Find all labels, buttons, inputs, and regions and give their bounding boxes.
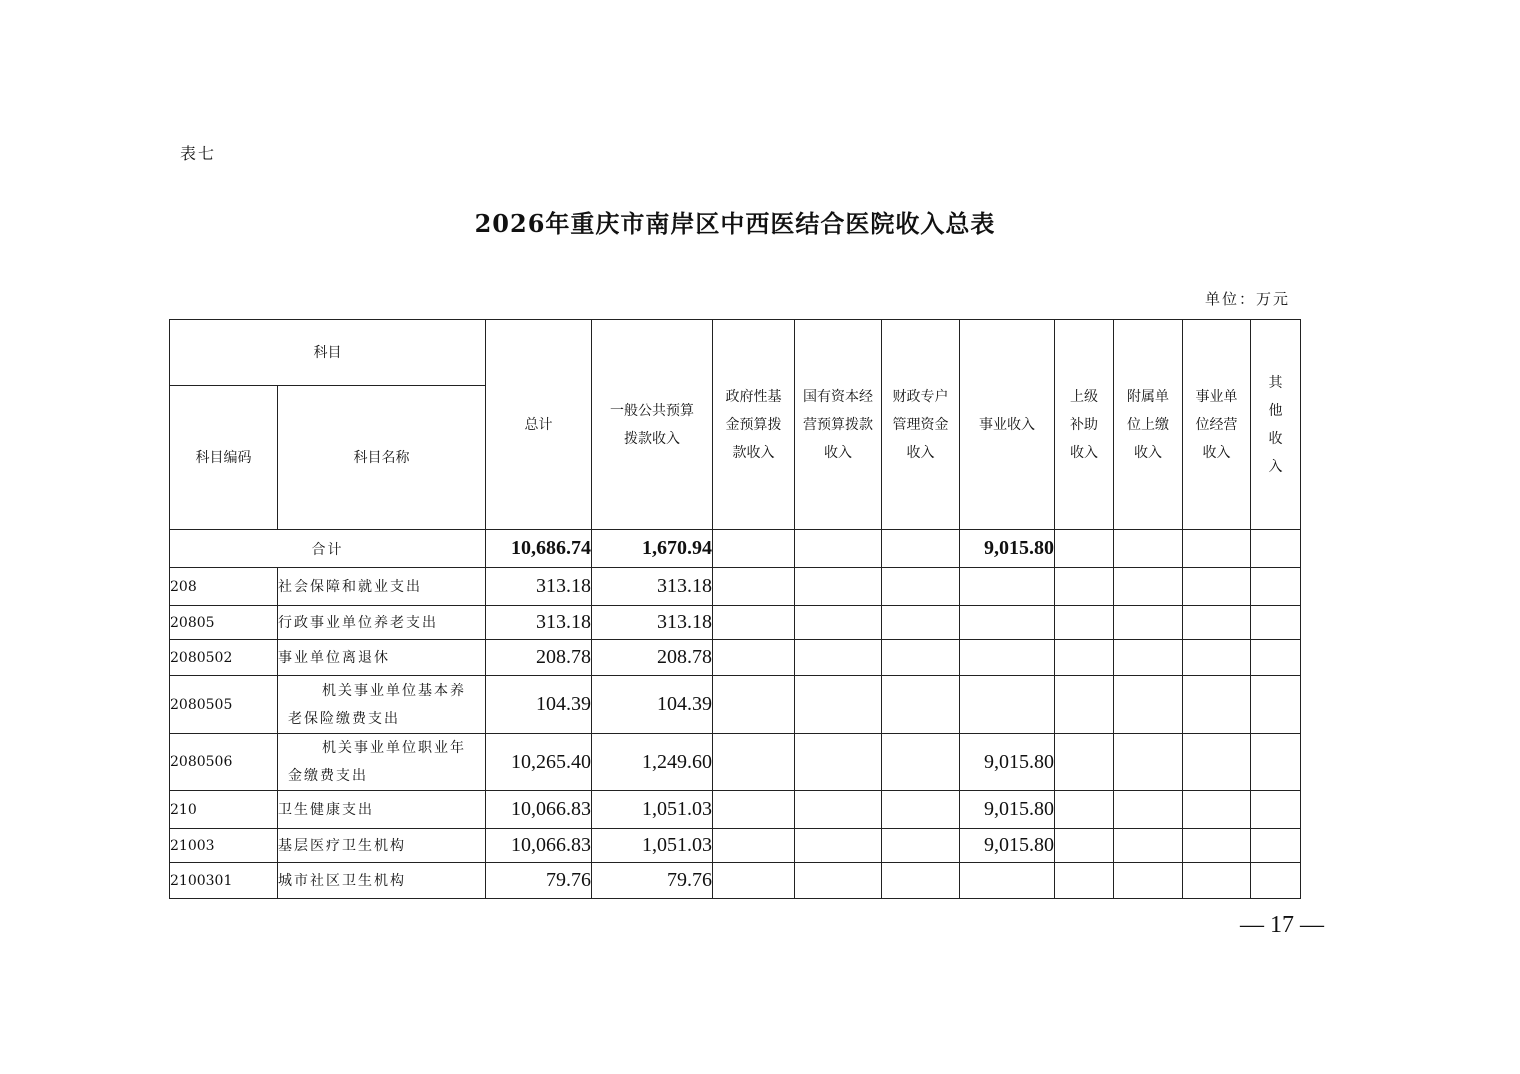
empty-cell xyxy=(795,734,882,791)
empty-cell xyxy=(1114,530,1183,568)
subject-name: 卫生健康支出 xyxy=(278,791,486,829)
empty-cell xyxy=(1183,568,1251,606)
subject-name-line-2: 金缴费支出 xyxy=(288,768,368,784)
header-subject: 科目 xyxy=(170,320,486,386)
empty-cell xyxy=(713,530,795,568)
empty-cell xyxy=(1114,640,1183,676)
empty-cell xyxy=(1251,863,1301,899)
business-income-cell xyxy=(960,863,1055,899)
total-cell: 79.76 xyxy=(486,863,592,899)
empty-cell xyxy=(1183,863,1251,899)
table-row xyxy=(170,640,1301,676)
empty-cell xyxy=(795,829,882,863)
empty-cell xyxy=(1114,863,1183,899)
empty-cell xyxy=(1251,829,1301,863)
empty-cell xyxy=(882,863,960,899)
empty-cell xyxy=(882,606,960,640)
empty-cell xyxy=(882,791,960,829)
total-label: 合计 xyxy=(170,530,486,568)
subject-name xyxy=(278,676,486,734)
empty-cell xyxy=(882,829,960,863)
document-title: 2026年重庆市南岸区中西医结合医院收入总表 xyxy=(474,209,996,238)
empty-cell xyxy=(1183,530,1251,568)
subject-name-line-1: 机关事业单位职业年 xyxy=(322,740,466,756)
empty-cell xyxy=(1114,829,1183,863)
empty-cell xyxy=(1114,734,1183,791)
subject-name-line-2: 老保险缴费支出 xyxy=(288,710,400,727)
business-income-cell: 9,015.80 xyxy=(960,829,1055,863)
empty-cell xyxy=(795,606,882,640)
header-affiliated: 附属单位上缴收入 xyxy=(1114,320,1183,530)
general-budget-cell: 1,249.60 xyxy=(592,734,713,791)
empty-cell xyxy=(795,791,882,829)
empty-cell xyxy=(713,640,795,676)
empty-cell xyxy=(1114,606,1183,640)
total-row xyxy=(170,530,1301,568)
total-cell: 10,066.83 xyxy=(486,791,592,829)
table-row xyxy=(170,791,1301,829)
subject-name: 社会保障和就业支出 xyxy=(278,568,486,606)
total-cell: 313.18 xyxy=(486,568,592,606)
empty-cell xyxy=(1251,568,1301,606)
subject-code: 2080502 xyxy=(170,640,278,676)
business-income-cell: 9,015.80 xyxy=(960,791,1055,829)
general-budget-cell: 79.76 xyxy=(592,863,713,899)
header-fiscal-special: 财政专户管理资金收入 xyxy=(882,320,960,530)
business-income-cell: 9,015.80 xyxy=(960,530,1055,568)
table-row xyxy=(170,863,1301,899)
empty-cell xyxy=(1183,791,1251,829)
empty-cell xyxy=(713,791,795,829)
general-budget-cell: 104.39 xyxy=(592,676,713,734)
header-subject-code: 科目编码 xyxy=(170,386,278,530)
empty-cell xyxy=(1055,676,1114,734)
empty-cell xyxy=(713,568,795,606)
table-row xyxy=(170,676,1301,734)
empty-cell xyxy=(1251,530,1301,568)
empty-cell xyxy=(1055,640,1114,676)
empty-cell xyxy=(1055,530,1114,568)
header-general-budget: 一般公共预算拨款收入 xyxy=(592,320,713,530)
empty-cell xyxy=(1055,863,1114,899)
empty-cell xyxy=(1183,606,1251,640)
empty-cell xyxy=(713,863,795,899)
table-row xyxy=(170,568,1301,606)
header-other: 其他收入 xyxy=(1251,320,1301,530)
subject-code: 208 xyxy=(170,568,278,606)
business-income-cell xyxy=(960,676,1055,734)
business-income-cell: 9,015.80 xyxy=(960,734,1055,791)
table-row xyxy=(170,829,1301,863)
income-summary-table xyxy=(169,319,1301,899)
empty-cell xyxy=(795,568,882,606)
general-budget-cell: 1,051.03 xyxy=(592,791,713,829)
general-budget-cell: 1,051.03 xyxy=(592,829,713,863)
empty-cell xyxy=(713,606,795,640)
empty-cell xyxy=(1183,829,1251,863)
empty-cell xyxy=(713,734,795,791)
general-budget-cell: 313.18 xyxy=(592,568,713,606)
empty-cell xyxy=(1251,676,1301,734)
subject-name: 事业单位离退休 xyxy=(278,640,486,676)
total-cell: 313.18 xyxy=(486,606,592,640)
subject-name-line-1: 机关事业单位基本养 xyxy=(322,682,466,699)
general-budget-cell: 208.78 xyxy=(592,640,713,676)
total-cell: 10,686.74 xyxy=(486,530,592,568)
empty-cell xyxy=(713,676,795,734)
empty-cell xyxy=(1114,676,1183,734)
subject-name: 基层医疗卫生机构 xyxy=(278,829,486,863)
header-superior-subsidy: 上级补助收入 xyxy=(1055,320,1114,530)
header-state-capital: 国有资本经营预算拨款收入 xyxy=(795,320,882,530)
table-label: 表七 xyxy=(180,144,217,163)
empty-cell xyxy=(1055,606,1114,640)
empty-cell xyxy=(882,640,960,676)
total-cell: 208.78 xyxy=(486,640,592,676)
empty-cell xyxy=(882,734,960,791)
header-gov-fund: 政府性基金预算拨款收入 xyxy=(713,320,795,530)
subject-name: 城市社区卫生机构 xyxy=(278,863,486,899)
empty-cell xyxy=(1251,640,1301,676)
header-subject-name: 科目名称 xyxy=(278,386,486,530)
empty-cell xyxy=(795,863,882,899)
empty-cell xyxy=(882,568,960,606)
page-number: — 17 — xyxy=(1240,912,1324,938)
empty-cell xyxy=(1183,676,1251,734)
total-cell: 104.39 xyxy=(486,676,592,734)
subject-code: 210 xyxy=(170,791,278,829)
unit-label: 单位：万元 xyxy=(1204,290,1290,308)
empty-cell xyxy=(1114,791,1183,829)
empty-cell xyxy=(795,676,882,734)
empty-cell xyxy=(795,640,882,676)
table-row xyxy=(170,606,1301,640)
business-income-cell xyxy=(960,568,1055,606)
empty-cell xyxy=(1251,606,1301,640)
empty-cell xyxy=(795,530,882,568)
business-income-cell xyxy=(960,606,1055,640)
subject-code: 20805 xyxy=(170,606,278,640)
header-total: 总计 xyxy=(486,320,592,530)
header-operating: 事业单位经营收入 xyxy=(1183,320,1251,530)
empty-cell xyxy=(1055,829,1114,863)
business-income-cell xyxy=(960,640,1055,676)
subject-code: 2080506 xyxy=(170,734,278,791)
total-cell: 10,066.83 xyxy=(486,829,592,863)
general-budget-cell: 313.18 xyxy=(592,606,713,640)
subject-code: 2100301 xyxy=(170,863,278,899)
header-row-1 xyxy=(170,320,1301,386)
empty-cell xyxy=(713,829,795,863)
empty-cell xyxy=(882,530,960,568)
empty-cell xyxy=(882,676,960,734)
subject-name xyxy=(278,734,486,791)
subject-code: 21003 xyxy=(170,829,278,863)
header-business-income: 事业收入 xyxy=(960,320,1055,530)
total-cell: 10,265.40 xyxy=(486,734,592,791)
subject-name: 行政事业单位养老支出 xyxy=(278,606,486,640)
empty-cell xyxy=(1114,568,1183,606)
empty-cell xyxy=(1251,791,1301,829)
general-budget-cell: 1,670.94 xyxy=(592,530,713,568)
empty-cell xyxy=(1055,734,1114,791)
subject-code: 2080505 xyxy=(170,676,278,734)
empty-cell xyxy=(1183,734,1251,791)
empty-cell xyxy=(1183,640,1251,676)
empty-cell xyxy=(1055,568,1114,606)
table-row xyxy=(170,734,1301,791)
empty-cell xyxy=(1055,791,1114,829)
empty-cell xyxy=(1251,734,1301,791)
